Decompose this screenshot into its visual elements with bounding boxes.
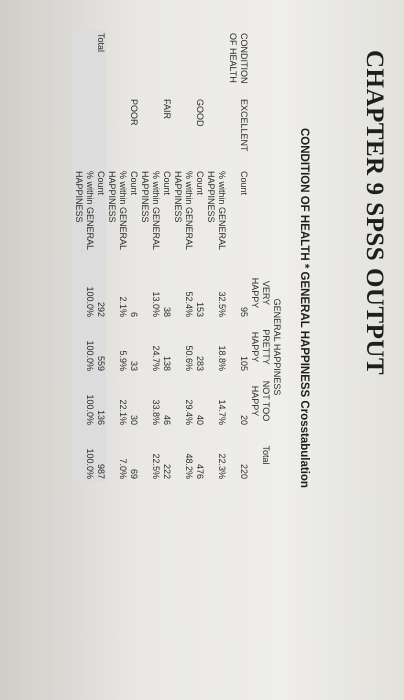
stat-label-line: % within GENERAL <box>184 171 194 251</box>
table-row <box>161 30 172 482</box>
table-row <box>106 30 128 482</box>
col-header: PRETTY HAPPY <box>250 329 271 365</box>
header-row <box>249 30 271 482</box>
stat-label: Count <box>129 171 139 196</box>
cell-pct: 52.4% <box>184 291 194 317</box>
table-row <box>227 30 249 482</box>
stat-label <box>172 168 194 266</box>
cell-pct: 50.6% <box>184 345 194 371</box>
stat-label: Count <box>162 171 172 196</box>
total-pct: 100.0% <box>85 394 95 425</box>
col-header: Total <box>261 445 271 465</box>
cell-count: 283 <box>195 355 205 371</box>
total-row <box>73 30 95 482</box>
crosstab-table <box>73 30 282 482</box>
cell-count: 138 <box>162 355 172 371</box>
cell-pct: 24.7% <box>151 345 161 371</box>
cell-pct: 32.5% <box>217 291 227 317</box>
stat-label <box>106 168 128 266</box>
cell-count: 6 <box>129 311 139 317</box>
cell-count: 220 <box>239 463 249 479</box>
cell-pct: 33.8% <box>151 399 161 425</box>
cell-count: 153 <box>195 301 205 317</box>
stat-label <box>205 168 227 266</box>
cell-pct: 22.3% <box>217 453 227 479</box>
cell-count: 95 <box>239 306 249 317</box>
cell-count: 222 <box>162 463 172 479</box>
row-var-label: CONDITION OF HEALTH <box>228 33 249 84</box>
stat-label-line: HAPPINESS <box>107 171 117 223</box>
cell-pct: 18.8% <box>217 345 227 371</box>
total-count: 292 <box>96 301 106 317</box>
cell-count: 38 <box>162 306 172 317</box>
cell-pct: 22.5% <box>151 453 161 479</box>
total-count: 559 <box>96 355 106 371</box>
row-category: POOR <box>129 99 139 126</box>
total-pct: 100.0% <box>85 340 95 371</box>
document-page <box>12 30 392 670</box>
cell-pct: 29.4% <box>184 399 194 425</box>
total-count: 987 <box>96 463 106 479</box>
header-group-row <box>271 30 282 482</box>
total-label: Total <box>96 33 106 53</box>
total-count: 136 <box>96 409 106 425</box>
stat-label-line: % within GENERAL <box>118 171 128 251</box>
table-row <box>172 30 194 482</box>
cell-count: 476 <box>195 463 205 479</box>
stat-label: Count <box>96 171 106 196</box>
table-row <box>194 30 205 482</box>
table-row <box>139 30 161 482</box>
chapter-heading: CHAPTER 9 SPSS OUTPUT <box>361 50 388 376</box>
stat-label <box>73 168 95 266</box>
stat-label: Count <box>239 171 249 196</box>
stat-label-line: % within GENERAL <box>151 171 161 251</box>
stat-label-line: HAPPINESS <box>140 171 150 223</box>
cell-pct: 22.1% <box>118 399 128 425</box>
total-row <box>95 30 106 482</box>
cell-pct: 2.1% <box>118 296 128 317</box>
cell-count: 69 <box>129 468 139 479</box>
cell-pct: 48.2% <box>184 453 194 479</box>
stat-label-line: HAPPINESS <box>173 171 183 223</box>
stat-label-line: % within GENERAL <box>85 171 95 251</box>
total-pct: 100.0% <box>85 286 95 317</box>
cell-pct: 14.7% <box>217 399 227 425</box>
stat-label-line: HAPPINESS <box>74 171 84 223</box>
row-category: EXCELLENT <box>239 99 249 152</box>
total-pct: 100.0% <box>85 448 95 479</box>
col-group-label: GENERAL HAPPINESS <box>272 298 282 396</box>
cell-count: 105 <box>239 355 249 371</box>
crosstab-title: CONDITION OF HEALTH * GENERAL HAPPINESS Crosstabulation <box>298 128 310 488</box>
cell-pct: 7.0% <box>118 458 128 479</box>
stat-label <box>139 168 161 266</box>
stat-label-line: HAPPINESS <box>206 171 216 223</box>
cell-count: 20 <box>239 414 249 425</box>
col-header: NOT TOO HAPPY <box>250 380 271 422</box>
cell-pct: 5.9% <box>118 350 128 371</box>
stat-label: Count <box>195 171 205 196</box>
col-header: VERY HAPPY <box>250 277 271 309</box>
cell-count: 46 <box>162 414 172 425</box>
cell-count: 33 <box>129 360 139 371</box>
stat-label-line: % within GENERAL <box>217 171 227 251</box>
cell-count: 30 <box>129 414 139 425</box>
row-category: FAIR <box>162 99 172 120</box>
row-category: GOOD <box>195 99 205 127</box>
cell-pct: 13.0% <box>151 291 161 317</box>
table-row <box>205 30 227 482</box>
cell-count: 40 <box>195 414 205 425</box>
table-row <box>128 30 139 482</box>
